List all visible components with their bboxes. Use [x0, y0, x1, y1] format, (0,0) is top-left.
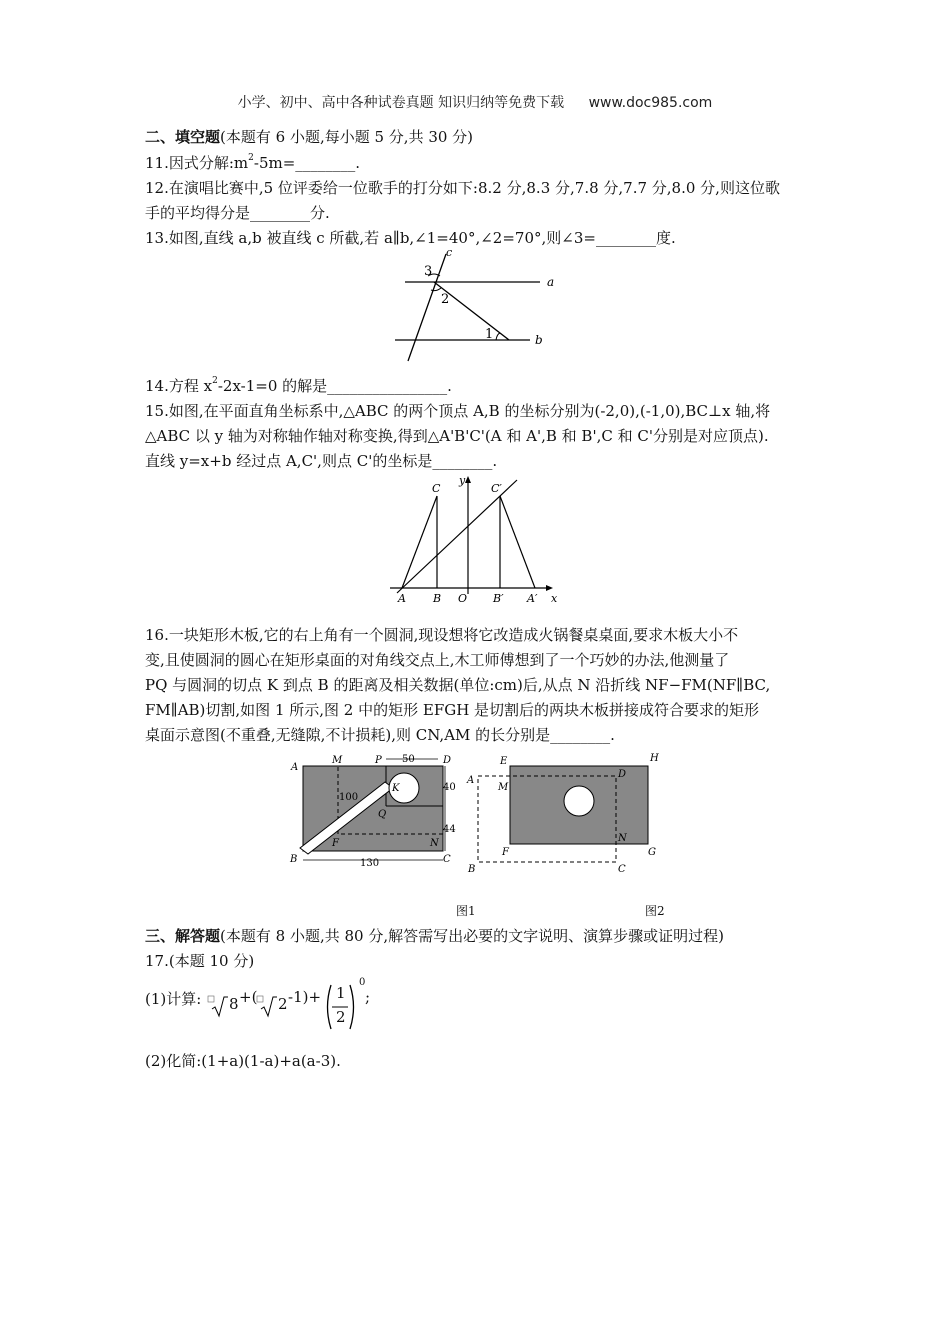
- section2-title: 二、填空题: [145, 128, 221, 146]
- question-13: 13.如图,直线 a,b 被直线 c 所截,若 a∥b,∠1=40°,∠2=70°,则∠3=________度.: [145, 229, 676, 247]
- question-16-line4: FM∥AB)切割,如图 1 所示,图 2 中的矩形 EFGH 是切割后的两块木板拼接成符合要求的矩形: [145, 701, 760, 719]
- q16-figure-2: [462, 748, 672, 873]
- segment-AC: [402, 496, 437, 588]
- paren-frac-close: [348, 983, 358, 1031]
- section3-desc: (本题有 8 小题,共 80 分,解答需写出必要的文字说明、演算步骤或证明过程): [220, 927, 724, 945]
- angle-arc-1: [496, 333, 500, 340]
- label-H: H: [650, 753, 659, 764]
- label-C: C: [618, 864, 626, 875]
- question-16-line1: 16.一块矩形木板,它的右上角有一个圆洞,现设想将它改造成火锅餐桌桌面,要求木板大小不: [145, 626, 739, 644]
- round-hole-centered: [564, 786, 594, 816]
- label-1: 1: [485, 327, 494, 342]
- q17-p1-after: -1)+: [288, 988, 322, 1006]
- section2-heading: [145, 127, 810, 147]
- label-N: N: [430, 838, 439, 849]
- radical-sign-2: [257, 995, 277, 1017]
- question-17-part2: (2)化简:(1+a)(1-a)+a(a-3).: [145, 1052, 341, 1070]
- header-url[interactable]: www.doc985.com: [588, 95, 713, 111]
- label-A: A: [398, 592, 406, 605]
- label-40: 40: [443, 782, 456, 793]
- question-16-line3: PQ 与圆洞的切点 K 到点 B 的距离及相关数据(单位:cm)后,从点 N 沿折线 NF−FM(NF∥BC,: [145, 676, 771, 694]
- label-a: a: [547, 275, 555, 289]
- label-130: 130: [360, 858, 380, 869]
- x-axis-arrow: [546, 585, 553, 591]
- label-F: F: [502, 847, 509, 858]
- q13-figure: [390, 246, 560, 366]
- q15-figure: [385, 472, 565, 607]
- label-x: x: [551, 592, 558, 605]
- radical-sign-1: [208, 995, 228, 1017]
- question-12-line1: 12.在演唱比赛中,5 位评委给一位歌手的打分如下:8.2 分,8.3 分,7.8 分,7.7 分,8.0 分,则这位歌: [145, 179, 780, 197]
- q11-sup: 2: [248, 153, 254, 163]
- segment-ApCp: [500, 496, 535, 588]
- label-D: D: [443, 755, 452, 766]
- label-Cp: C′: [491, 482, 502, 495]
- label-Q: Q: [378, 809, 387, 820]
- label-C: C: [432, 482, 441, 495]
- label-100: 100: [339, 792, 359, 803]
- label-M: M: [498, 782, 509, 793]
- label-Ap: A′: [527, 592, 538, 605]
- angle-arc-2: [431, 288, 441, 291]
- line-y-x-b: [397, 480, 517, 593]
- label-G: G: [648, 847, 656, 858]
- question-14: [145, 376, 810, 396]
- label-c: c: [446, 246, 453, 259]
- label-E: E: [500, 756, 508, 767]
- label-B: B: [433, 592, 442, 605]
- question-12-line2: 手的平均得分是________分.: [145, 204, 330, 222]
- q11-pre: 11.因式分解:m: [145, 154, 249, 172]
- section3-heading: [145, 926, 810, 946]
- label-A: A: [467, 775, 475, 786]
- label-F: F: [332, 838, 339, 849]
- page-header: [0, 92, 950, 112]
- label-50: 50: [402, 754, 415, 765]
- label-C: C: [443, 854, 451, 865]
- q17-p1-exponent: 0: [359, 977, 366, 988]
- question-11: [145, 153, 810, 173]
- q17-p1-mid: +(: [239, 988, 258, 1006]
- label-b: b: [535, 333, 543, 347]
- label-K: K: [392, 783, 400, 794]
- question-15-line3: 直线 y=x+b 经过点 A,C',则点 C'的坐标是________.: [145, 452, 498, 470]
- question-16-line2: 变,且使圆洞的圆心在矩形桌面的对角线交点上,木工师傅想到了一个巧妙的办法,他测量了: [145, 651, 730, 669]
- q17-p1-denominator: 2: [336, 1008, 346, 1026]
- label-2: 2: [441, 292, 450, 307]
- label-44: 44: [443, 824, 456, 835]
- section2-desc: (本题有 6 小题,每小题 5 分,共 30 分): [220, 128, 474, 146]
- label-B: B: [468, 864, 476, 875]
- q17-p1-radicand2: 2: [278, 995, 288, 1013]
- question-15-line2: △ABC 以 y 轴为对称轴作轴对称变换,得到△A'B'C'(A 和 A',B 和 B',C 和 C'分别是对应顶点).: [145, 427, 769, 445]
- q17-part1-expression: [145, 977, 445, 1035]
- label-Bp: B′: [493, 592, 504, 605]
- label-N: N: [618, 833, 627, 844]
- label-3: 3: [424, 264, 433, 279]
- question-17-title: 17.(本题 10 分): [145, 952, 255, 970]
- label-A: A: [291, 762, 299, 773]
- label-D: D: [618, 769, 627, 780]
- q16-figure-1: [288, 748, 468, 873]
- section3-title: 三、解答题: [145, 927, 221, 945]
- label-M: M: [332, 755, 343, 766]
- question-16-line5: 桌面示意图(不重叠,无缝隙,不计损耗),则 CN,AM 的长分别是________.: [145, 726, 615, 744]
- transversal: [434, 282, 509, 340]
- label-y: y: [459, 474, 466, 487]
- label-O: O: [458, 592, 468, 605]
- q14-sup: 2: [212, 376, 218, 386]
- label-P: P: [375, 755, 382, 766]
- q14-pre: 14.方程 x: [145, 377, 213, 395]
- question-15-line1: 15.如图,在平面直角坐标系中,△ABC 的两个顶点 A,B 的坐标分别为(-2,0),(-1,0),BC⊥x 轴,将: [145, 402, 771, 420]
- q11-post: -5m=________.: [253, 154, 361, 172]
- fig2-caption: 图2: [645, 904, 665, 918]
- q17-p1-end: ;: [365, 988, 371, 1006]
- y-axis-arrow: [465, 476, 471, 483]
- q17-p1-numerator: 1: [336, 984, 346, 1002]
- header-title: 小学、初中、高中各种试卷真题 知识归纳等免费下载: [237, 95, 565, 111]
- q14-post: -2x-1=0 的解是________________.: [217, 377, 452, 395]
- q17-p1-label: (1)计算:: [145, 990, 202, 1008]
- q17-p1-radicand1: 8: [229, 995, 239, 1013]
- fig1-caption: 图1: [456, 904, 476, 918]
- label-B: B: [290, 854, 298, 865]
